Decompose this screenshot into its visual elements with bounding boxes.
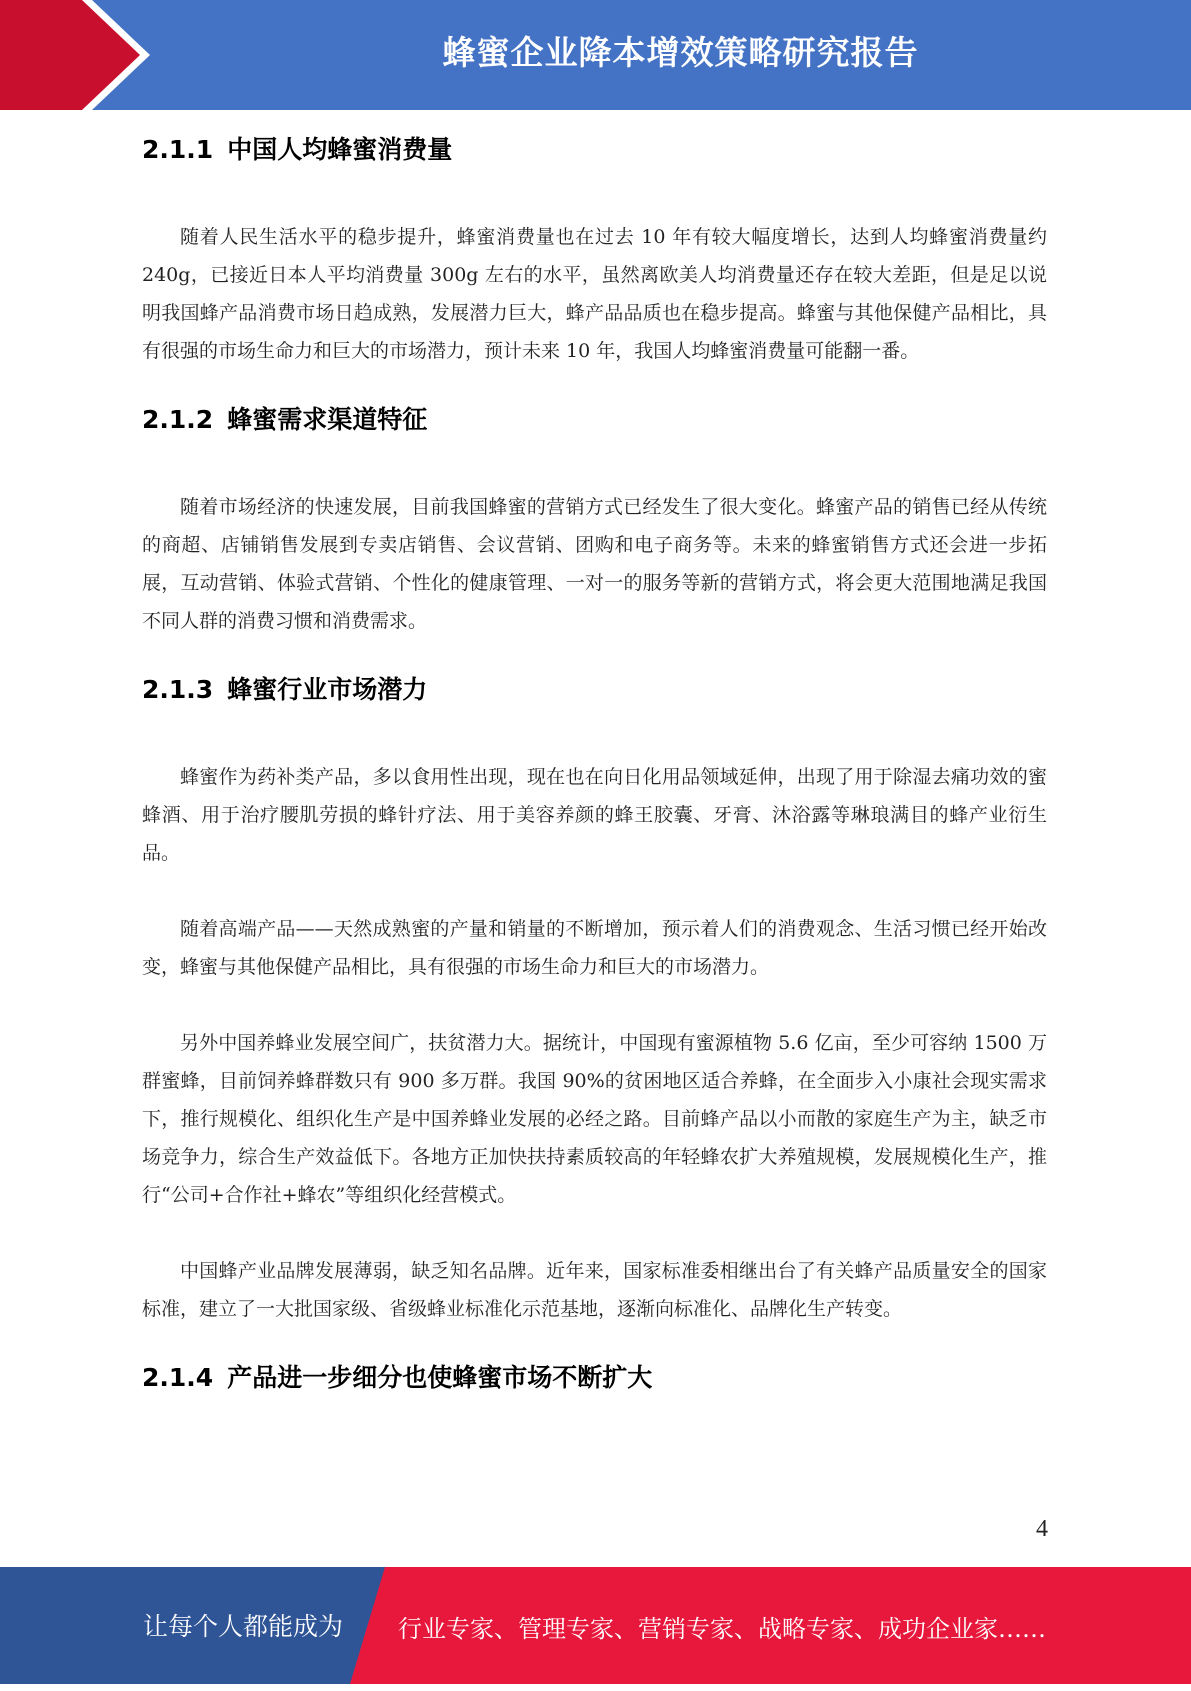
section-title: 产品进一步细分也使蜂蜜市场不断扩大 <box>227 1363 653 1392</box>
section-title: 蜂蜜需求渠道特征 <box>227 405 428 434</box>
paragraph: 随着人民生活水平的稳步提升，蜂蜜消费量也在过去 10 年有较大幅度增长，达到人均蜂蜜消费量约 240g，已接近日本人平均消费量 300g 左右的水平，虽然离欧美人均消费量还存在较大差距，但是足以说明我国蜂产品消费市场日趋成熟，发展潜力巨大，蜂产品品质也在稳步提高。蜂蜜与其他保健产品相比，具有很强的市场生命力和巨大的市场潜力，预计未来 10 年，我国人均蜂蜜消费量可能翻一番。 <box>142 226 1047 362</box>
footer-slogan-right: 行业专家、管理专家、营销专家、战略专家、成功企业家…… <box>398 1615 1046 1643</box>
paragraph: 蜂蜜作为药补类产品，多以食用性出现，现在也在向日化用品领域延伸，出现了用于除湿去痛功效的蜜蜂酒、用于治疗腰肌劳损的蜂针疗法、用于美容养颜的蜂王胶囊、牙膏、沐浴露等琳琅满目的蜂产业衍生品。 <box>142 766 1047 864</box>
section-title: 蜂蜜行业市场潜力 <box>227 675 428 704</box>
paragraph: 随着高端产品——天然成熟蜜的产量和销量的不断增加，预示着人们的消费观念、生活习惯已经开始改变，蜂蜜与其他保健产品相比，具有很强的市场生命力和巨大的市场潜力。 <box>142 918 1047 978</box>
section-heading <box>142 668 1047 712</box>
page-number: 4 <box>1036 1516 1048 1542</box>
section-heading <box>142 1356 1047 1400</box>
footer-slogan-left: 让每个人都能成为 <box>143 1612 344 1641</box>
report-title: 蜂蜜企业降本增效策略研究报告 <box>442 33 919 72</box>
section-number: 2.1.2 <box>142 405 214 434</box>
section-number: 2.1.1 <box>142 135 214 164</box>
document-body <box>142 128 1047 1400</box>
paragraph: 中国蜂产业品牌发展薄弱，缺乏知名品牌。近年来，国家标准委相继出台了有关蜂产品质量安全的国家标准，建立了一大批国家级、省级蜂业标准化示范基地，逐渐向标准化、品牌化生产转变。 <box>142 1260 1047 1320</box>
header-red-arrow <box>0 0 150 110</box>
paragraph: 随着市场经济的快速发展，目前我国蜂蜜的营销方式已经发生了很大变化。蜂蜜产品的销售已经从传统的商超、店铺销售发展到专卖店销售、会议营销、团购和电子商务等。未来的蜂蜜销售方式还会进一步拓展，互动营销、体验式营销、个性化的健康管理、一对一的服务等新的营销方式，将会更大范围地满足我国不同人群的消费习惯和消费需求。 <box>142 496 1047 632</box>
section-number: 2.1.4 <box>142 1363 214 1392</box>
footer-banner <box>0 1567 1191 1684</box>
paragraph: 另外中国养蜂业发展空间广，扶贫潜力大。据统计，中国现有蜜源植物 5.6 亿亩，至少可容纳 1500 万群蜜蜂，目前饲养蜂群数只有 900 多万群。我国 90%的贫困地区适合养蜂，在全面步入小康社会现实需求下，推行规模化、组织化生产是中国养蜂业发展的必经之路。目前蜂产品以小而散的家庭生产为主，缺乏市场竞争力，综合生产效益低下。各地方正加快扶持素质较高的年轻蜂农扩大养殖规模，发展规模化生产，推行“公司+合作社+蜂农”等组织化经营模式。 <box>142 1032 1047 1206</box>
header-banner <box>0 0 1191 110</box>
section-number: 2.1.3 <box>142 675 214 704</box>
section-heading <box>142 398 1047 442</box>
section-heading <box>142 128 1047 172</box>
section-title: 中国人均蜂蜜消费量 <box>227 135 453 164</box>
